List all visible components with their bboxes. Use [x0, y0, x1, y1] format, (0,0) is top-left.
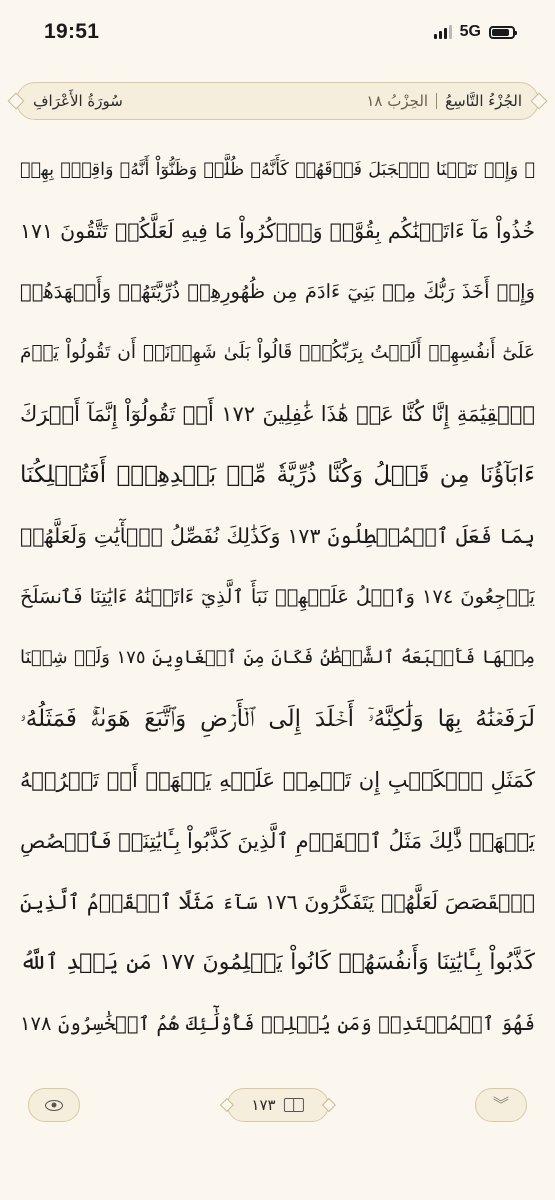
- status-indicators: [434, 23, 515, 41]
- network-type: 5G: [459, 23, 481, 40]
- view-toggle-button[interactable]: [28, 1088, 80, 1122]
- book-icon: [284, 1098, 304, 1112]
- page-indicator-button[interactable]: [226, 1088, 328, 1122]
- mushaf-page[interactable]: [20, 140, 535, 1060]
- home-indicator-area: [0, 1150, 555, 1200]
- hizb-label: الحِزْبُ ١٨: [366, 92, 429, 110]
- mushaf-line: خُذُواْ مَآ ءَاتَيۡنَٰكُم بِقُوَّةٖ وَٱذۡكُرُواْ مَا فِيهِ لَعَلَّكُمۡ تَتَّقُونَ ١٧١: [20, 219, 535, 243]
- mushaf-line: بِمَا فَعَلَ ٱلۡمُبۡطِلُونَ ١٧٣ وَكَذَٰلِكَ نُفَصِّلُ ٱلۡأٓيَٰتِ وَلَعَلَّهُمۡ: [20, 524, 535, 548]
- bottom-toolbar: [0, 1088, 555, 1140]
- mushaf-line: يَلۡهَثۚ ذَّٰلِكَ مَثَلُ ٱلۡقَوۡمِ ٱلَّذِينَ كَذَّبُواْ بِـَٔايَٰتِنَاۚ فَٱقۡصُصِ: [20, 829, 535, 853]
- signal-bar: [439, 31, 442, 39]
- battery-icon: [489, 26, 515, 39]
- scroll-down-button[interactable]: [475, 1088, 527, 1122]
- signal-icon: [434, 25, 452, 39]
- surah-name: سُورَةُ الأَعْرَافِ: [33, 92, 123, 110]
- mushaf-line: لَرَفَعۡنَٰهُ بِهَا وَلَٰكِنَّهُۥٓ أَخۡلَدَ إِلَى ٱلۡأَرۡضِ وَٱتَّبَعَ هَوَىٰهُۚ فَمَثَلُهُۥ: [20, 706, 535, 732]
- mushaf-line: ۞ وَإِذۡ نَتَقۡنَا ٱلۡجَبَلَ فَوۡقَهُمۡ كَأَنَّهُۥ ظُلَّةٞ وَظَنُّوٓاْ أَنَّهُۥ وَاقِعُۢ بِهِمۡ: [20, 160, 535, 180]
- juz-label: الجُزْءُ التَّاسِعُ: [445, 92, 522, 110]
- page-number: ١٧٣: [251, 1096, 276, 1114]
- mushaf-line: يَرۡجِعُونَ ١٧٤ وَٱتۡلُ عَلَيۡهِمۡ نَبَأَ ٱلَّذِيٓ ءَاتَيۡنَٰهُ ءَايَٰتِنَا فَٱنسَلَخَ: [20, 585, 535, 608]
- mushaf-line: فَهُوَ ٱلۡمُهۡتَدِيۖ وَمَن يُضۡلِلۡ فَأُوْلَٰٓئِكَ هُمُ ٱلۡخَٰسِرُونَ ١٧٨: [20, 1012, 535, 1035]
- battery-level: [492, 29, 509, 36]
- header-separator: [436, 93, 437, 109]
- mushaf-line: كَذَّبُواْ بِـَٔايَٰتِنَا وَأَنفُسَهُمۡ كَانُواْ يَظۡلِمُونَ ١٧٧ مَن يَهۡدِ ٱللَّهُ: [20, 950, 535, 975]
- signal-bar: [434, 34, 437, 39]
- status-bar: [0, 0, 555, 64]
- mushaf-line: ٱلۡقِيَٰمَةِ إِنَّا كُنَّا عَنۡ هَٰذَا غَٰفِلِينَ ١٧٢ أَوۡ تَقُولُوٓاْ إِنَّمَآ أَشۡرَكَ: [20, 402, 535, 426]
- mushaf-line: مِنۡهَا فَأَتۡبَعَهُ ٱلشَّيۡطَٰنُ فَكَانَ مِنَ ٱلۡغَاوِينَ ١٧٥ وَلَوۡ شِئۡنَا: [20, 647, 535, 668]
- mushaf-line: كَمَثَلِ ٱلۡكَلۡبِ إِن تَحۡمِلۡ عَلَيۡهِ يَلۡهَثۡ أَوۡ تَتۡرُكۡهُ: [20, 768, 535, 792]
- mushaf-line: ءَابَآؤُنَا مِن قَبۡلُ وَكُنَّا ذُرِّيَّةٗ مِّنۢ بَعۡدِهِمۡۖ أَفَتُهۡلِكُنَا: [20, 462, 535, 488]
- juz-hizb-group: [366, 92, 522, 110]
- status-time: 19:51: [44, 20, 100, 43]
- chevron-down-icon: ︾: [492, 1095, 509, 1114]
- eye-icon: [45, 1100, 63, 1111]
- signal-bar: [449, 25, 452, 39]
- mushaf-line: ٱلۡقَصَصَ لَعَلَّهُمۡ يَتَفَكَّرُونَ ١٧٦ سَآءَ مَثَلًا ٱلۡقَوۡمُ ٱلَّذِينَ: [20, 890, 535, 914]
- signal-bar: [444, 28, 447, 39]
- page-header: [16, 82, 539, 120]
- mushaf-line: وَإِذۡ أَخَذَ رَبُّكَ مِنۢ بَنِيٓ ءَادَمَ مِن ظُهُورِهِمۡ ذُرِّيَّتَهُمۡ وَأَشۡهَدَهُمۡ: [20, 280, 535, 303]
- mushaf-line: عَلَىٰٓ أَنفُسِهِمۡ أَلَسۡتُ بِرَبِّكُمۡۖ قَالُواْ بَلَىٰ شَهِدۡنَآۚ أَن تَقُولُواْ يَوۡمَ: [20, 342, 535, 363]
